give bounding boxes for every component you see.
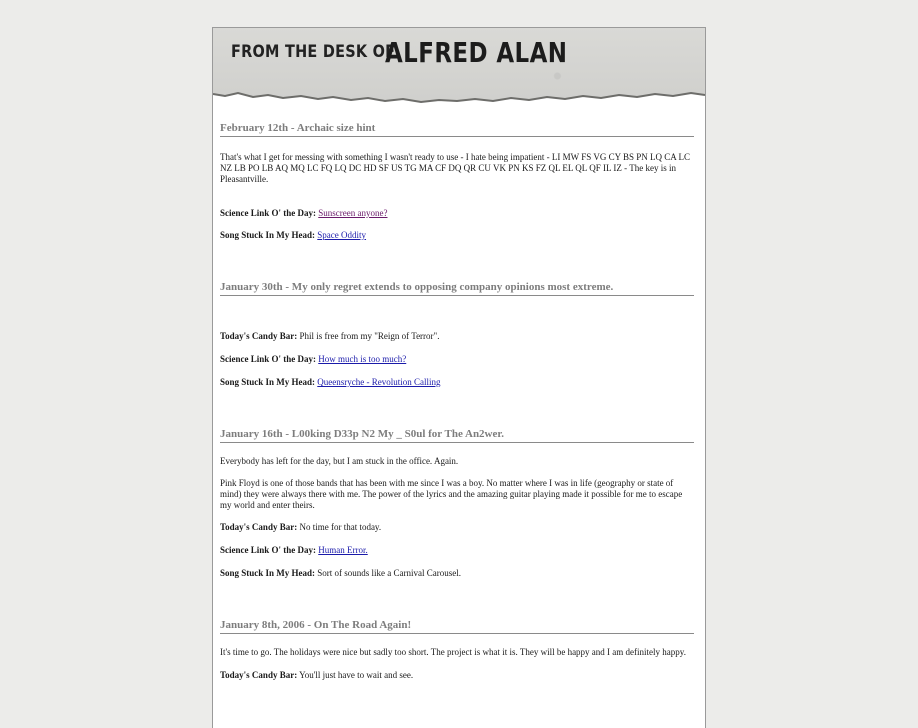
candy-bar-text: Phil is free from my "Reign of Terror".	[299, 331, 440, 341]
science-link-line	[220, 208, 694, 219]
candy-bar-text: You'll just have to wait and see.	[299, 670, 414, 680]
song-line	[220, 568, 694, 579]
post-title: January 8th, 2006 - On The Road Again!	[220, 619, 694, 634]
song-label: Song Stuck In My Head:	[220, 377, 316, 387]
science-link-label: Science Link O' the Day:	[220, 545, 316, 555]
post-paragraph: Everybody has left for the day, but I am stuck in the office. Again.	[220, 456, 459, 466]
science-link[interactable]: Human Error.	[318, 545, 368, 555]
candy-bar-line	[220, 331, 694, 342]
candy-bar-line	[220, 522, 694, 533]
science-link-label: Science Link O' the Day:	[220, 208, 316, 218]
blog-post	[220, 281, 694, 388]
torn-paper-edge	[213, 84, 705, 108]
science-link-label: Science Link O' the Day:	[220, 354, 316, 364]
song-text: Sort of sounds like a Carnival Carousel.	[317, 568, 462, 578]
blog-post	[220, 428, 694, 579]
post-paragraph: It's time to go. The holidays were nice but sadly too short. The project is what it is. They will be happy and I am definitely happy.	[220, 647, 686, 657]
masthead-name: ALFRED ALAN	[385, 36, 568, 69]
song-line	[220, 230, 694, 241]
candy-bar-text: No time for that today.	[299, 522, 382, 532]
song-label: Song Stuck In My Head:	[220, 568, 316, 578]
song-link[interactable]: Space Oddity	[317, 230, 367, 240]
science-link[interactable]: Sunscreen anyone?	[318, 208, 388, 218]
blog-post	[220, 122, 694, 241]
candy-bar-label: Today's Candy Bar:	[220, 331, 298, 341]
blog-content	[213, 122, 705, 681]
science-link-line	[220, 354, 694, 365]
post-title: January 16th - L00king D33p N2 My _ S0ul for The An2wer.	[220, 428, 694, 443]
science-link[interactable]: How much is too much?	[318, 354, 407, 364]
song-label: Song Stuck In My Head:	[220, 230, 316, 240]
blog-post	[220, 619, 694, 681]
candy-bar-line	[220, 670, 694, 681]
post-title: January 30th - My only regret extends to opposing company opinions most extreme.	[220, 281, 694, 296]
candy-bar-label: Today's Candy Bar:	[220, 670, 298, 680]
post-paragraph: That's what I get for messing with something I wasn't ready to use - I hate being impatient - LI MW FS VG CY BS PN LQ CA LC NZ LB PO LB AQ MQ LC FQ LQ DC HD SF US TG MA CF DQ QR CU VK PN KS FZ QL EL QL QF IL IZ - The key is in Pleasantville.	[220, 152, 691, 184]
post-title: February 12th - Archaic size hint	[220, 122, 694, 137]
science-link-line	[220, 545, 694, 556]
post-paragraph: Pink Floyd is one of those bands that has been with me since I was a boy. No matter where I was in life (geography or state of mind) they were always there with me. The power of the lyrics and the amazing guitar playing made it possible for me to escape my world and enter theirs.	[220, 478, 683, 510]
masthead-prefix: FROM THE DESK OF	[231, 42, 396, 62]
masthead-banner	[213, 28, 705, 108]
song-link[interactable]: Queensryche - Revolution Calling	[317, 377, 441, 387]
blog-page	[212, 27, 706, 728]
song-line	[220, 377, 694, 388]
candy-bar-label: Today's Candy Bar:	[220, 522, 298, 532]
